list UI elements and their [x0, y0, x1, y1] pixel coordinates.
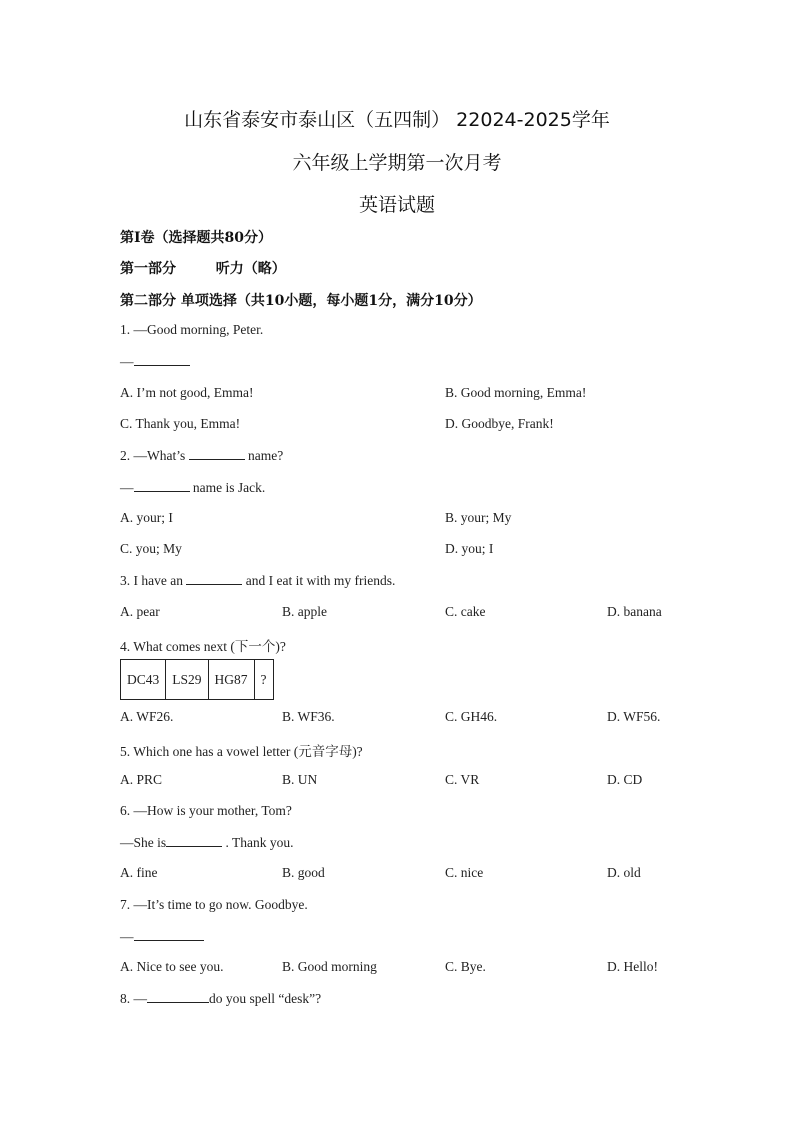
q3-blank [186, 572, 242, 585]
q6-blank [166, 834, 222, 847]
q2-option-c: C. you; My [120, 541, 182, 556]
q6-option-a: A. fine [120, 865, 158, 880]
q2-blank-1 [189, 447, 245, 460]
q6-option-c: C. nice [445, 865, 484, 880]
q6-reply: —She is . Thank you. [120, 835, 294, 850]
q3-option-a: A. pear [120, 604, 160, 619]
q8-stem: 8. — do you spell “desk”? [120, 991, 322, 1006]
q7-option-b: B. Good morning [282, 959, 377, 974]
q7-stem: 7. —It’s time to go now. Goodbye. [120, 897, 308, 912]
q4-cell-2: LS29 [166, 660, 208, 700]
q5-stem: 5. Which one has a vowel letter (元音字母)? [120, 744, 363, 759]
q2-option-d: D. you; I [445, 541, 494, 556]
q5-option-d: D. CD [607, 772, 643, 787]
q4-option-a: A. WF26. [120, 709, 174, 724]
q5-option-a: A. PRC [120, 772, 163, 787]
q4-option-d: D. WF56. [607, 709, 661, 724]
q1-reply: — [120, 353, 190, 370]
q4-cell-4: ? [254, 660, 273, 700]
exam-title-subject: 英语试题 [358, 194, 435, 216]
q5-option-c: C. VR [445, 772, 480, 787]
q7-blank [134, 928, 204, 941]
q4-stem: 4. What comes next (下一个)? [120, 639, 286, 654]
q5-option-b: B. UN [282, 772, 318, 787]
q2-stem: 2. —What’s name? [120, 448, 284, 463]
part1-heading: 第I卷（选择题共80分） [120, 230, 273, 246]
listening-label: 第一部分 [120, 261, 176, 277]
q7-option-d: D. Hello! [607, 959, 658, 974]
q3-option-d: D. banana [607, 604, 662, 619]
q1-blank [134, 353, 190, 366]
q7-reply: — [120, 928, 204, 945]
q4-option-c: C. GH46. [445, 709, 498, 724]
q6-stem: 6. —How is your mother, Tom? [120, 803, 292, 818]
q1-option-c: C. Thank you, Emma! [120, 416, 241, 431]
q4-cell-1: DC43 [121, 660, 166, 700]
exam-title-line1: 山东省泰安市泰山区（五四制） 22024-2025学年 [184, 109, 610, 131]
q2-blank-2 [134, 479, 190, 492]
q8-blank [147, 990, 209, 1003]
q1-option-a: A. I’m not good, Emma! [120, 385, 254, 400]
q6-option-d: D. old [607, 865, 641, 880]
q2-reply: — name is Jack. [120, 480, 266, 495]
part2-heading: 第二部分 单项选择（共10小题，每小题1分，满分10分） [120, 293, 482, 309]
q1-option-d: D. Goodbye, Frank! [445, 416, 554, 431]
q2-option-b: B. your; My [445, 510, 512, 525]
q4-option-b: B. WF36. [282, 709, 335, 724]
q6-option-b: B. good [282, 865, 325, 880]
q2-option-a: A. your; I [120, 510, 173, 525]
listening-note: 听力（略） [215, 261, 286, 277]
q1-option-b: B. Good morning, Emma! [445, 385, 587, 400]
q7-option-a: A. Nice to see you. [120, 959, 224, 974]
q7-option-c: C. Bye. [445, 959, 486, 974]
q3-option-c: C. cake [445, 604, 486, 619]
q3-option-b: B. apple [282, 604, 327, 619]
q4-cell-3: HG87 [208, 660, 254, 700]
exam-title-line2: 六年级上学期第一次月考 [292, 152, 502, 174]
q1-stem: 1. —Good morning, Peter. [120, 322, 264, 337]
listening-heading [120, 258, 286, 278]
q3-stem: 3. I have an and I eat it with my friends. [120, 573, 396, 588]
q4-sequence-table [120, 659, 274, 700]
